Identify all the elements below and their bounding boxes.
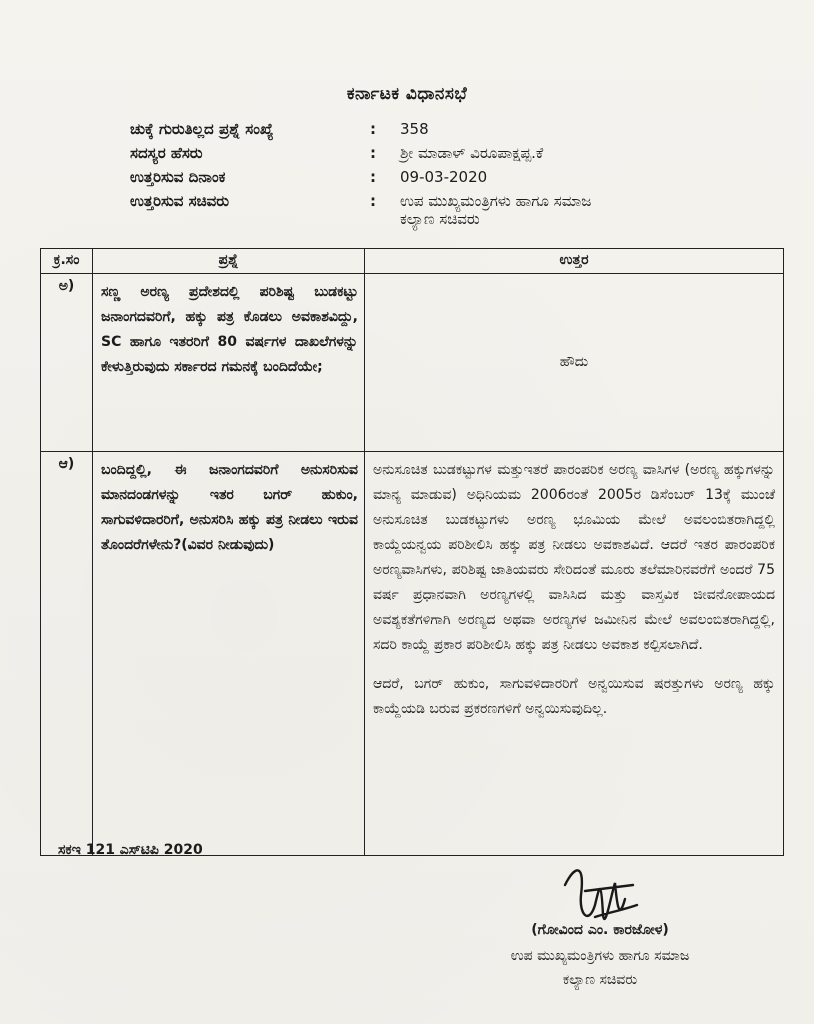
header-serial: ಕ್ರ.ಸಂ [41, 249, 93, 274]
meta-value [400, 192, 690, 228]
meta-row-member-name [130, 144, 690, 168]
meta-label: ಉತ್ತರಿಸುವ ದಿನಾಂಕ [130, 168, 226, 186]
row-serial: ಅ) [41, 274, 93, 452]
meta-value: 09-03-2020 [400, 168, 488, 186]
minister-line-1: ಉಪ ಮುಖ್ಯಮಂತ್ರಿಗಳು ಹಾಗೂ ಸಮಾಜ [400, 192, 592, 210]
meta-label: ಸದಸ್ಯರ ಹೆಸರು [130, 144, 203, 162]
answer-paragraph: ಅನುಸೂಚಿತ ಬುಡಕಟ್ಟುಗಳ ಮತ್ತುಇತರೆ ಪಾರಂಪರಿಕ ಅರಣ್ಯ ವಾಸಿಗಳ (ಅರಣ್ಯ ಹಕ್ಕುಗಳನ್ನು ಮಾನ್ಯ ಮಾಡುವ) ಅಧಿನಿಯಮ 2006ರಂತೆ 2005ರ ಡಿಸೆಂಬರ್ 13ಕ್ಕೆ ಮುಂಚೆ ಅನುಸೂಚಿತ ಬುಡಕಟ್ಟುಗಳು ಅರಣ್ಯ ಭೂಮಿಯ ಮೇಲೆ ಅವಲಂಬಿತರಾಗಿದ್ದಲ್ಲಿ ಕಾಯ್ದೆಯನ್ವಯ ಪರಿಶೀಲಿಸಿ ಹಕ್ಕು ಪತ್ರ ನೀಡಲು ಅವಕಾಶವಿದೆ. ಆದರೆ ಇತರ ಪಾರಂಪರಿಕ ಅರಣ್ಯವಾಸಿಗಳು, ಪರಿಶಿಷ್ಟ ಜಾತಿಯವರು ಸೇರಿದಂತೆ ಮೂರು ತಲೆಮಾರಿನವರೆಗೆ ಅಂದರೆ 75 ವರ್ಷ ಪ್ರಧಾನವಾಗಿ ಅರಣ್ಯಗಳಲ್ಲಿ ವಾಸಿಸಿದ ಮತ್ತು ವಾಸ್ತವಿಕ ಜೀವನೋಪಾಯದ ಅವಶ್ಯಕತೆಗಳಿಗಾಗಿ ಅರಣ್ಯದ ಅಥವಾ ಅರಣ್ಯಗಳ ಜಮೀನಿನ ಮೇಲೆ ಅವಲಂಬಿತರಾಗಿದ್ದಲ್ಲಿ, ಸದರಿ ಕಾಯ್ದೆ ಪ್ರಕಾರ ಪರಿಶೀಲಿಸಿ ಹಕ್ಕು ಪತ್ರ ನೀಡಲು ಅವಕಾಶ ಕಲ್ಪಿಸಲಾಗಿದೆ. [373, 462, 775, 653]
meta-label: ಉತ್ತರಿಸುವ ಸಚಿವರು [130, 192, 230, 210]
meta-row-question-number [130, 120, 690, 144]
table-row [41, 452, 784, 856]
header-answer: ಉತ್ತರ [365, 249, 784, 274]
signatory-designation-1: ಉಪ ಮುಖ್ಯಮಂತ್ರಿಗಳು ಹಾಗೂ ಸಮಾಜ [510, 948, 690, 964]
signatory-designation-2: ಕಲ್ಯಾಣ ಸಚಿವರು [562, 972, 638, 988]
minister-line-2: ಕಲ್ಯಾಣ ಸಚಿವರು [400, 210, 480, 228]
meta-separator: : [370, 144, 376, 162]
meta-value: 358 [400, 120, 429, 138]
question-answer-table [40, 248, 784, 856]
signature-stroke [565, 870, 637, 919]
meta-separator: : [370, 120, 376, 138]
question-metadata [130, 120, 690, 240]
table-row [41, 274, 784, 452]
row-question: ಸಣ್ಣ ಅರಣ್ಯ ಪ್ರದೇಶದಲ್ಲಿ ಪರಿಶಿಷ್ಟ ಬುಡಕಟ್ಟು ಜನಾಂಗದವರಿಗೆ, ಹಕ್ಕು ಪತ್ರ ಕೊಡಲು ಅವಕಾಶವಿದ್ದು, SC ಹಾಗೂ ಇತರರಿಗೆ 80 ವರ್ಷಗಳ ದಾಖಲೆಗಳನ್ನು ಕೇಳುತ್ತಿರುವುದು ಸರ್ಕಾರದ ಗಮನಕ್ಕೆ ಬಂದಿದೆಯೇ; [93, 274, 365, 452]
reference-number: ಸಕಇ 121 ಎಸ್‌ಟಿಪಿ 2020 [58, 842, 203, 858]
signatory-name: (ಗೋವಿಂದ ಎಂ. ಕಾರಜೋಳ) [531, 922, 669, 938]
answer-paragraph: ಆದರೆ, ಬಗರ್ ಹುಕುಂ, ಸಾಗುವಳಿದಾರರಿಗೆ ಅನ್ವಯಿಸುವ ಷರತ್ತುಗಳು ಅರಣ್ಯ ಹಕ್ಕು ಕಾಯ್ದೆಯಡಿ ಬರುವ ಪ್ರಕರಣಗಳಿಗೆ ಅನ್ವಯಿಸುವುದಿಲ್ಲ. [373, 676, 775, 717]
page-title: ಕರ್ನಾಟಕ ವಿಧಾನಸಭೆ [346, 84, 468, 104]
meta-separator: : [370, 168, 376, 186]
meta-value: ಶ್ರೀ ಮಾಡಾಳ್ ವಿರೂಪಾಕ್ಷಪ್ಪ.ಕೆ [400, 144, 544, 162]
row-answer [365, 452, 784, 856]
header-question: ಪ್ರಶ್ನೆ [93, 249, 365, 274]
row-question: ಬಂದಿದ್ದಲ್ಲಿ, ಈ ಜನಾಂಗದವರಿಗೆ ಅನುಸರಿಸುವ ಮಾನದಂಡಗಳನ್ನು ಇತರ ಬಗರ್ ಹುಕುಂ, ಸಾಗುವಳಿದಾರರಿಗೆ, ಅನುಸರಿಸಿ ಹಕ್ಕು ಪತ್ರ ನೀಡಲು ಇರುವ ತೊಂದರೆಗಳೇನು?(ವಿವರ ನೀಡುವುದು) [93, 452, 365, 856]
table-header-row [41, 249, 784, 274]
meta-row-minister [130, 192, 690, 240]
row-answer: ಹೌದು [365, 274, 784, 452]
meta-label: ಚುಕ್ಕೆ ಗುರುತಿಲ್ಲದ ಪ್ರಶ್ನೆ ಸಂಖ್ಯೆ [130, 120, 274, 138]
meta-separator: : [370, 192, 376, 210]
row-serial: ಆ) [41, 452, 93, 856]
meta-row-answer-date [130, 168, 690, 192]
